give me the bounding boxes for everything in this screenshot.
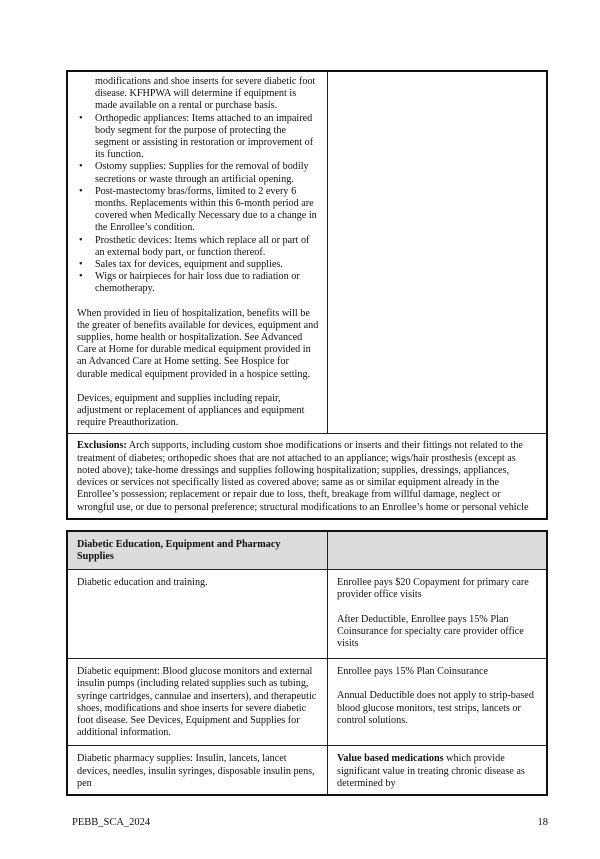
list-item: • Sales tax for devices, equipment and supplies. bbox=[95, 259, 319, 271]
lead-text: modifications and shoe inserts for severe diabetic foot disease. KFHPWA will determine if equipment is made available on a rental or purchase basis. bbox=[95, 76, 316, 112]
list-item: • Orthopedic appliances: Items attached to an impaired body segment for the purpose of protecting the segment or assisting in restoration or improvement of its function. bbox=[95, 113, 319, 162]
exclusions-cell bbox=[67, 434, 547, 519]
exclusions-text: Arch supports, including custom shoe modifications or inserts and their fittings not related to the treatment of diabetes; orthopedic shoes that are not attached to an appliance; wigs/hair prosthesis (except as noted above); take-home dressings and supplies following hospitalization; supplies, dressings, appliances, devices or services not specifically listed as covered above; same as or similar equipment already in the Enrollee’s possession; replacement or repair due to loss, theft, breakage from willful damage, neglect or wrongful use, or due to personal preference; structural modifications to an Enrollee’s home or personal vehicle bbox=[77, 440, 529, 513]
exclusions-label: Exclusions: bbox=[77, 440, 127, 452]
page-footer bbox=[66, 796, 548, 829]
devices-table bbox=[66, 70, 548, 520]
benefit-cell bbox=[67, 71, 328, 434]
cost-cell bbox=[328, 659, 548, 746]
table-row bbox=[67, 659, 547, 746]
cost-text: After Deductible, Enrollee pays 15% Plan Coinsurance for specialty care provider office visits bbox=[337, 613, 524, 649]
cost-text: Annual Deductible does not apply to strip-based blood glucose monitors, test strips, lancets or control solutions. bbox=[337, 690, 534, 726]
table-header-row bbox=[67, 531, 547, 570]
cost-text: Enrollee pays 15% Plan Coinsurance bbox=[337, 666, 489, 678]
page-number: 18 bbox=[537, 816, 548, 828]
list-item: • Ostomy supplies: Supplies for the removal of bodily secretions or waste through an artificial opening. bbox=[95, 161, 319, 185]
exclusions-row bbox=[67, 434, 547, 519]
cost-text: which provide significant value in treating chronic disease as determined by bbox=[337, 753, 525, 789]
bullet-list bbox=[77, 113, 319, 296]
cost-cell bbox=[328, 746, 548, 795]
paragraph: When provided in lieu of hospitalization, benefits will be the greater of benefits available for devices, equipment and supplies, home health or hospitalization. See Advanced Care at Home for durable medical equipment provided in an Advanced Care at Home setting. See Hospice for durable medical equipment provided in a hospice setting. bbox=[77, 307, 319, 380]
benefit-cell: Diabetic education and training. bbox=[67, 570, 328, 659]
benefit-cell: Diabetic equipment: Blood glucose monitors and external insulin pumps (including related supplies such as tubing, syringe cartridges, cannulae and inserters), and therapeutic shoes, modifications and shoe inserts for severe diabetic foot disease. See Devices, Equipment and Supplies for additional information. bbox=[67, 659, 328, 746]
section-heading: Diabetic Education, Equipment and Pharmacy Supplies bbox=[67, 531, 328, 570]
list-item: • Post-mastectomy bras/forms, limited to 2 every 6 months. Replacements within this 6-month period are covered when Medically Necessary due to a change in the Enrollee’s condition. bbox=[95, 186, 319, 235]
table-row bbox=[67, 570, 547, 659]
cost-cell bbox=[328, 570, 548, 659]
cost-cell bbox=[328, 71, 548, 434]
document-id: PEBB_SCA_2024 bbox=[72, 816, 151, 828]
diabetic-table bbox=[66, 530, 548, 796]
benefit-cell: Diabetic pharmacy supplies: Insulin, lancets, lancet devices, needles, insulin syringes, disposable insulin pens, pen bbox=[67, 746, 328, 795]
list-item: • Prosthetic devices: Items which replace all or part of an external body part, or function thereof. bbox=[95, 235, 319, 259]
header-blank bbox=[328, 531, 548, 570]
paragraph: Devices, equipment and supplies including repair, adjustment or replacement of appliances and equipment require Preauthorization. bbox=[77, 392, 305, 429]
value-based-label: Value based medications bbox=[337, 753, 444, 765]
table-row bbox=[67, 71, 547, 434]
table-row bbox=[67, 746, 547, 795]
list-item: • Wigs or hairpieces for hair loss due to radiation or chemotherapy. bbox=[95, 271, 319, 295]
cost-text: Enrollee pays $20 Copayment for primary care provider office visits bbox=[337, 577, 529, 601]
